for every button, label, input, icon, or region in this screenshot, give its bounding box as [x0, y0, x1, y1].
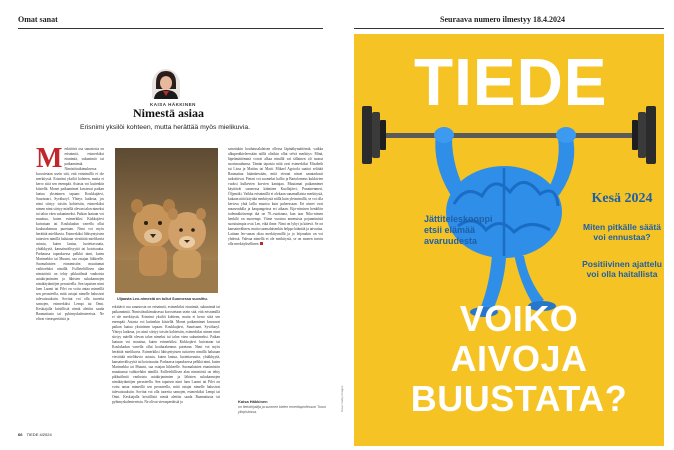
body-column-1 — [36, 147, 104, 427]
column-3-text: sanottukin koulutusalalaisen ollessa läpinäkymättömiä, vaikka alkuperäkieleessään niillä olisikin ollut selvä merkitys: Minä, läpeämättöminä voivat alkaa nimillä vai tällainen oli tuonut suorimuuhunsa. Tämän tapaisia niitä ovat esimerkiksi Elisabeth tai Lissa ja Mattias tai Matti. Mikael Agricola saattoi selittää Raamattua kääntäessään, mitä vieraat nimet sanatarkasti tarkoittivat. Pietari voi suomeksi kallio ja Bartolomeus kukkivien vuoksi kulkevien korvien kantajaa. Muutamat paikannimet käyttävät suomessa kääntäen Kuollajärvi, Punainenmeri, Öljymäki. Vaikka erisnimillä ei olekaan sanamallaista merkitystä, kukaan niitä käyttää merkitystä niillä kuin yleisnimillä, se voi olla kertova yhtä lailla muotoa kuin puheessaan. Eri nimet ovat maaseudulla ja kaupungeissa eri aikaan. Eijo-nimisen henkilön todennäköisempi ikä on 70–vuotiaana, kun taas Niko-nimen henkilö on nuorempi. Viime vuosina annetuista pojannimistä suosituimpia ovat Leo, eikä ihme. Nimi on lyhyt ja kätevä. Se on kansainvälinen, mutta suomalaisenkin helppo kääntää ja taivuttaa. Latinan leo-sanan oliaa merkitysmillä ja jo leijonakin on voi yhdessä. Vahvaa nimellä ei ole merkitystä, se on monen tavoin olla merkityksellinen. — [228, 147, 323, 246]
magazine-cover — [354, 34, 664, 446]
teaser-telescope: Jättiteleskooppi etsii elämää avaruudesta — [424, 214, 493, 246]
teaser-positive-thinking: Positiivinen ajattelu voi olla haitallista — [582, 259, 662, 279]
page-number: 66 — [18, 432, 23, 437]
body-column-2 — [112, 305, 220, 427]
cover-title: TIEDE — [414, 44, 608, 120]
column-subtitle: Erisnimi yksilöi kohteen, mutta herättää myös mielikuvia. — [80, 124, 250, 131]
section-label: Omat sanat — [18, 15, 58, 24]
signature-name: Kaisa Häkkinen — [238, 399, 268, 404]
signature-description: on tietokirjailija ja suomen kielen emeritaprofessori Turun yliopistossa. — [238, 405, 327, 414]
header-rule — [18, 28, 323, 29]
body-column-3 — [228, 147, 323, 382]
magazine-issue: TIEDE 4/2024 — [26, 432, 52, 437]
next-issue-label: Seuraava numero ilmestyy 18.4.2024 — [440, 15, 565, 24]
cover-headline: VOIKO AIVOJA BUUSTATA? — [410, 298, 628, 419]
dropcap: M — [36, 147, 63, 174]
teaser-weather: Miten pitkälle säätä voi ennustaa? — [583, 222, 661, 242]
lion-cubs-photo — [115, 148, 218, 293]
photo-caption: Uljaasta Leo-nimestä on tullut Suomessa suosittu. — [117, 297, 208, 301]
page-footer — [18, 432, 52, 437]
author-name: KAISA HÄKKINEN — [150, 102, 196, 107]
right-header-rule — [354, 28, 664, 29]
teaser-summer: Kesä 2024 — [591, 191, 653, 206]
end-mark-icon — [260, 242, 263, 245]
column-1-text: erkittävä osa sanastosta on erisnimiä, esimerkiksi etunimiä, sukunimiä tai paikannimiä. Nimistötutkimuksessa korostetaan usein sitä, että erisnimillä ei ole merkitystä. Erisnimi yksilöi kohteen, mutta ei kerro siitä sen enempää. Asiasta voi kuitenkin kiistellä. Monet paikannimet kuvaavat paikan laatua yksinimen tapaan: Koukkujärvi, Suurisaari, Syväluoyl. Yhteys katkeaa, jos nimi siirtyy toisiin kohteisiin, esimerkiksi nimen nimi siirtyy mäellä olevan talon nimeksi tai talon väen sukunimeksi. Paikan laatuun voi muuttua, kuten esimerkiksi Kirkkojärvi kuivataan tai Koulukadun varrella ollut koulurakennus puretaan. Nimi voi myös herättää mielikuvia. Esimerkiksi lähisyntyisten tuttavien nimillä halutaan viestittää mielikuvia asiasta, kuten laatua, luotettavuutta, yhtäkkyytä, kansainvälisyyttä tai kotoisuutta. Parhaassa tapauksessa pelkkä nimi, kuten Marimekko tai Muumi, saa ostajan liikkeelle. Suomalaisten etunimistön muuttumat vaihtoehdot nimillä. Esilleteltillisen alan nimistöstä on tehty pikkutilmiä vanhoista asiakirjanimien ja lähisten sukukannojen nimikäytäntöjen perusteella. Sen tapaisen nimi luen Luomi tai Pilvi on voitu antaa mimeillä sen perusteella, mitä ostajat nimelle halusivat tulevaisuuksiin. Sovitut voi olla tuoreita samojen, esimerkiksi Lempi tai Onni. Keskiajalla kristillisiä nimiä alettiin saada Raamattusta tai pyhimyskalentereista. Ne olivat vieraspertäisiä ja — [36, 147, 104, 321]
column-2-text: erkittävä osa sanastosta on erisnimiä, esimerkiksi etunimiä, sukunimiä tai paikannimiä. Nimistötutkimuksessa korostetaan usein sitä, että erisnimillä ei ole merkitystä. Erisnimi yksilöi kohteen, mutta ei kerro siitä sen enempää. Asiasta voi kuitenkin kiistellä. Monet paikannimet kuvaavat paikan laatua yksinimen tapaan: Koukkujärvi, Suurisaari, Syväluoyl. Yhteys katkeaa, jos nimi siirtyy toisiin kohteisiin, esimerkiksi nimen nimi siirtyy mäellä olevan talon nimeksi tai talon väen sukunimeksi. Paikan laatuun voi muuttua, kuten esimerkiksi Kirkkojärvi kuivataan tai Koulukadun varrella ollut koulurakennus puretaan. Nimi voi myös herättää mielikuvia. Esimerkiksi lähisyntyisten tuttavien nimillä halutaan viestittää mielikuvia asiasta, kuten laatua, luotettavuutta, yhtäkkyytä, kansainvälisyyttä tai kotoisuutta. Parhaassa tapauksessa pelkkä nimi, kuten Marimekko tai Muumi, saa ostajan liikkeelle. Suomalaisten etunimistön muuttumat vaihtoehdot nimillä. Esilleteltillisen alan nimistöstä on tehty pikkutilmiä vanhoista asiakirjanimien ja lähisten sukukannojen nimikäytäntöjen perusteella. Sen tapaisen nimi luen Luomi tai Pilvi on voitu antaa mimeillä sen perusteella, mitä ostajat nimelle halusivat tulevaisuuksiin. Sovitut voi olla tuoreita samojen, esimerkiksi Lempi tai Onni. Keskiajalla kristillisiä nimiä alettiin saada Raamattusta tai pyhimyskalentereista. Ne olivat vieraspertäisiä ja — [112, 305, 220, 404]
column-title: Nimestä asiaa — [133, 106, 204, 120]
photo-credit: Kuva: Getty Images — [340, 385, 344, 412]
author-portrait — [152, 69, 180, 99]
